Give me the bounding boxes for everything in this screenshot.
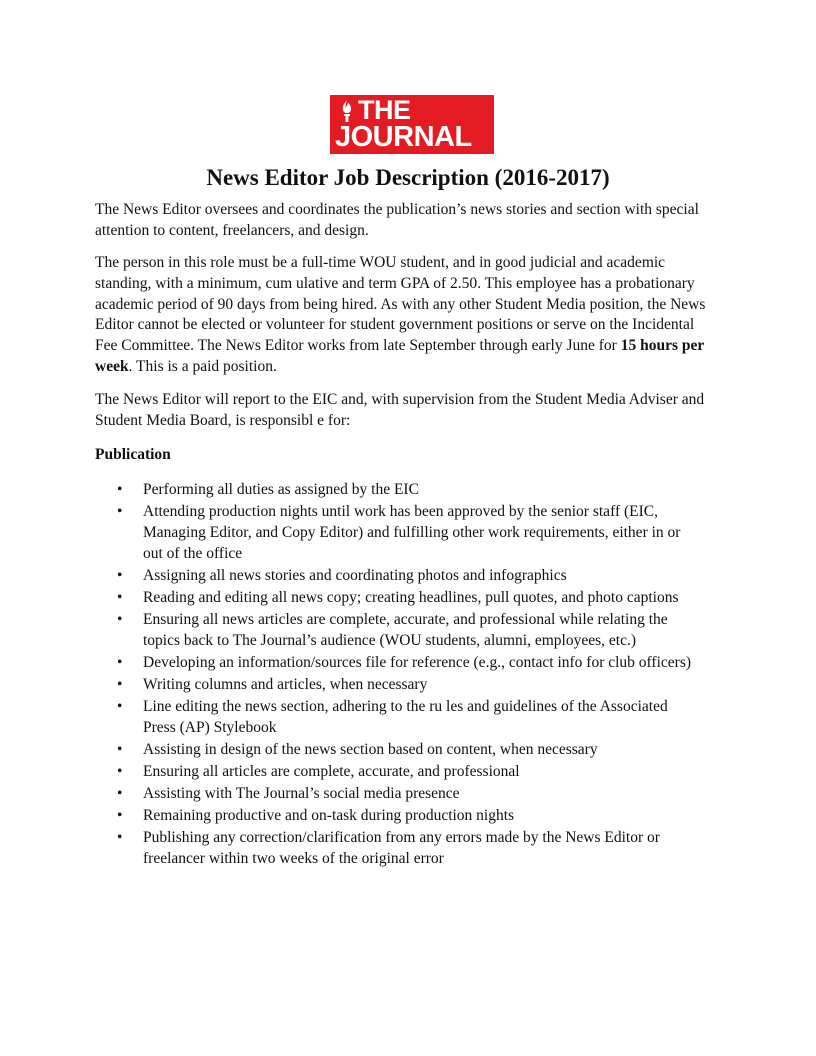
intro-paragraph: The News Editor oversees and coordinates the publication’s news stories and section with special attention to content, freelancers, and design. bbox=[95, 201, 699, 239]
page-title: News Editor Job Description (2016-2017) bbox=[206, 165, 610, 190]
bullet-icon: • bbox=[117, 654, 123, 672]
list-item bbox=[0, 587, 703, 608]
list-item bbox=[0, 761, 703, 782]
list-item bbox=[0, 739, 703, 760]
bullet-icon: • bbox=[117, 806, 123, 824]
hours-per-week: 15 hours per week bbox=[95, 337, 704, 375]
list-item bbox=[0, 565, 703, 586]
bullet-icon: • bbox=[117, 698, 123, 716]
bullet-icon: • bbox=[117, 589, 123, 607]
responsibilities-list bbox=[0, 479, 816, 870]
list-item-text: Line editing the news section, adhering to the ru les and guidelines of the Associated Press (AP) Stylebook bbox=[143, 698, 668, 737]
list-item-text: Assigning all news stories and coordinating photos and infographics bbox=[143, 567, 567, 585]
bullet-icon: • bbox=[117, 676, 123, 694]
bullet-icon: • bbox=[117, 828, 123, 846]
list-item-text: Assisting with The Journal’s social media presence bbox=[143, 785, 460, 803]
eligibility-paragraph bbox=[95, 253, 720, 378]
bullet-icon: • bbox=[117, 481, 123, 498]
bullet-icon: • bbox=[117, 611, 123, 629]
paid-position-text: . This is a paid position. bbox=[128, 357, 277, 375]
list-item bbox=[0, 479, 703, 500]
flame-icon bbox=[340, 99, 354, 123]
list-item-text: Assisting in design of the news section based on content, when necessary bbox=[143, 741, 598, 759]
list-item bbox=[0, 827, 703, 870]
section-heading-publication: Publication bbox=[95, 446, 171, 463]
list-item bbox=[0, 696, 703, 739]
logo-text-journal: JOURNAL bbox=[335, 121, 472, 153]
list-item bbox=[0, 501, 703, 565]
bullet-icon: • bbox=[117, 567, 123, 585]
bullet-icon: • bbox=[117, 741, 123, 759]
journal-logo bbox=[330, 95, 494, 154]
list-item bbox=[0, 609, 703, 652]
bullet-icon: • bbox=[117, 502, 123, 520]
list-item-text: Ensuring all articles are complete, accurate, and professional bbox=[143, 763, 520, 781]
bullet-icon: • bbox=[117, 763, 123, 781]
list-item-text: Ensuring all news articles are complete, accurate, and professional while relating the topics back to The Journal’s audience (WOU students, alumni, employees, etc.) bbox=[143, 611, 668, 650]
logo-text-the: THE bbox=[358, 95, 411, 125]
list-item bbox=[0, 652, 703, 673]
list-item-text: Remaining productive and on-task during production nights bbox=[143, 806, 515, 824]
bullet-icon: • bbox=[117, 785, 123, 803]
list-item bbox=[0, 674, 703, 695]
list-item-text: Reading and editing all news copy; creating headlines, pull quotes, and photo captions bbox=[143, 589, 679, 607]
list-item bbox=[0, 783, 703, 804]
list-item bbox=[0, 805, 703, 826]
list-item-text: Developing an information/sources file for reference (e.g., contact info for club officers) bbox=[143, 654, 692, 672]
list-item-text: Attending production nights until work has been approved by the senior staff (EIC, Managing Editor, and Copy Editor) and fulfilling other work requirements, either in or out of the office bbox=[143, 502, 681, 563]
reporting-paragraph: The News Editor will report to the EIC and, with supervision from the Student Media Adviser and Student Media Board, is responsibl e for: bbox=[95, 391, 705, 429]
list-item-text: Writing columns and articles, when necessary bbox=[143, 676, 428, 694]
list-item-text: Performing all duties as assigned by the EIC bbox=[143, 481, 419, 498]
eligibility-text: The person in this role must be a full-time WOU student, and in good judicial and academic standing, with a minimum, cum ulative and term GPA of 2.50. This employee has a probationary academic period of 90 days from being hired. As with any other Student Media position, the News Editor cannot be elected or volunteer for student government positions or serve on the Incidental Fee Committee. The News Editor works from late September through early June for bbox=[95, 254, 706, 355]
list-item-text: Publishing any correction/clarification from any errors made by the News Editor or freelancer within two weeks of the original error bbox=[143, 828, 660, 868]
